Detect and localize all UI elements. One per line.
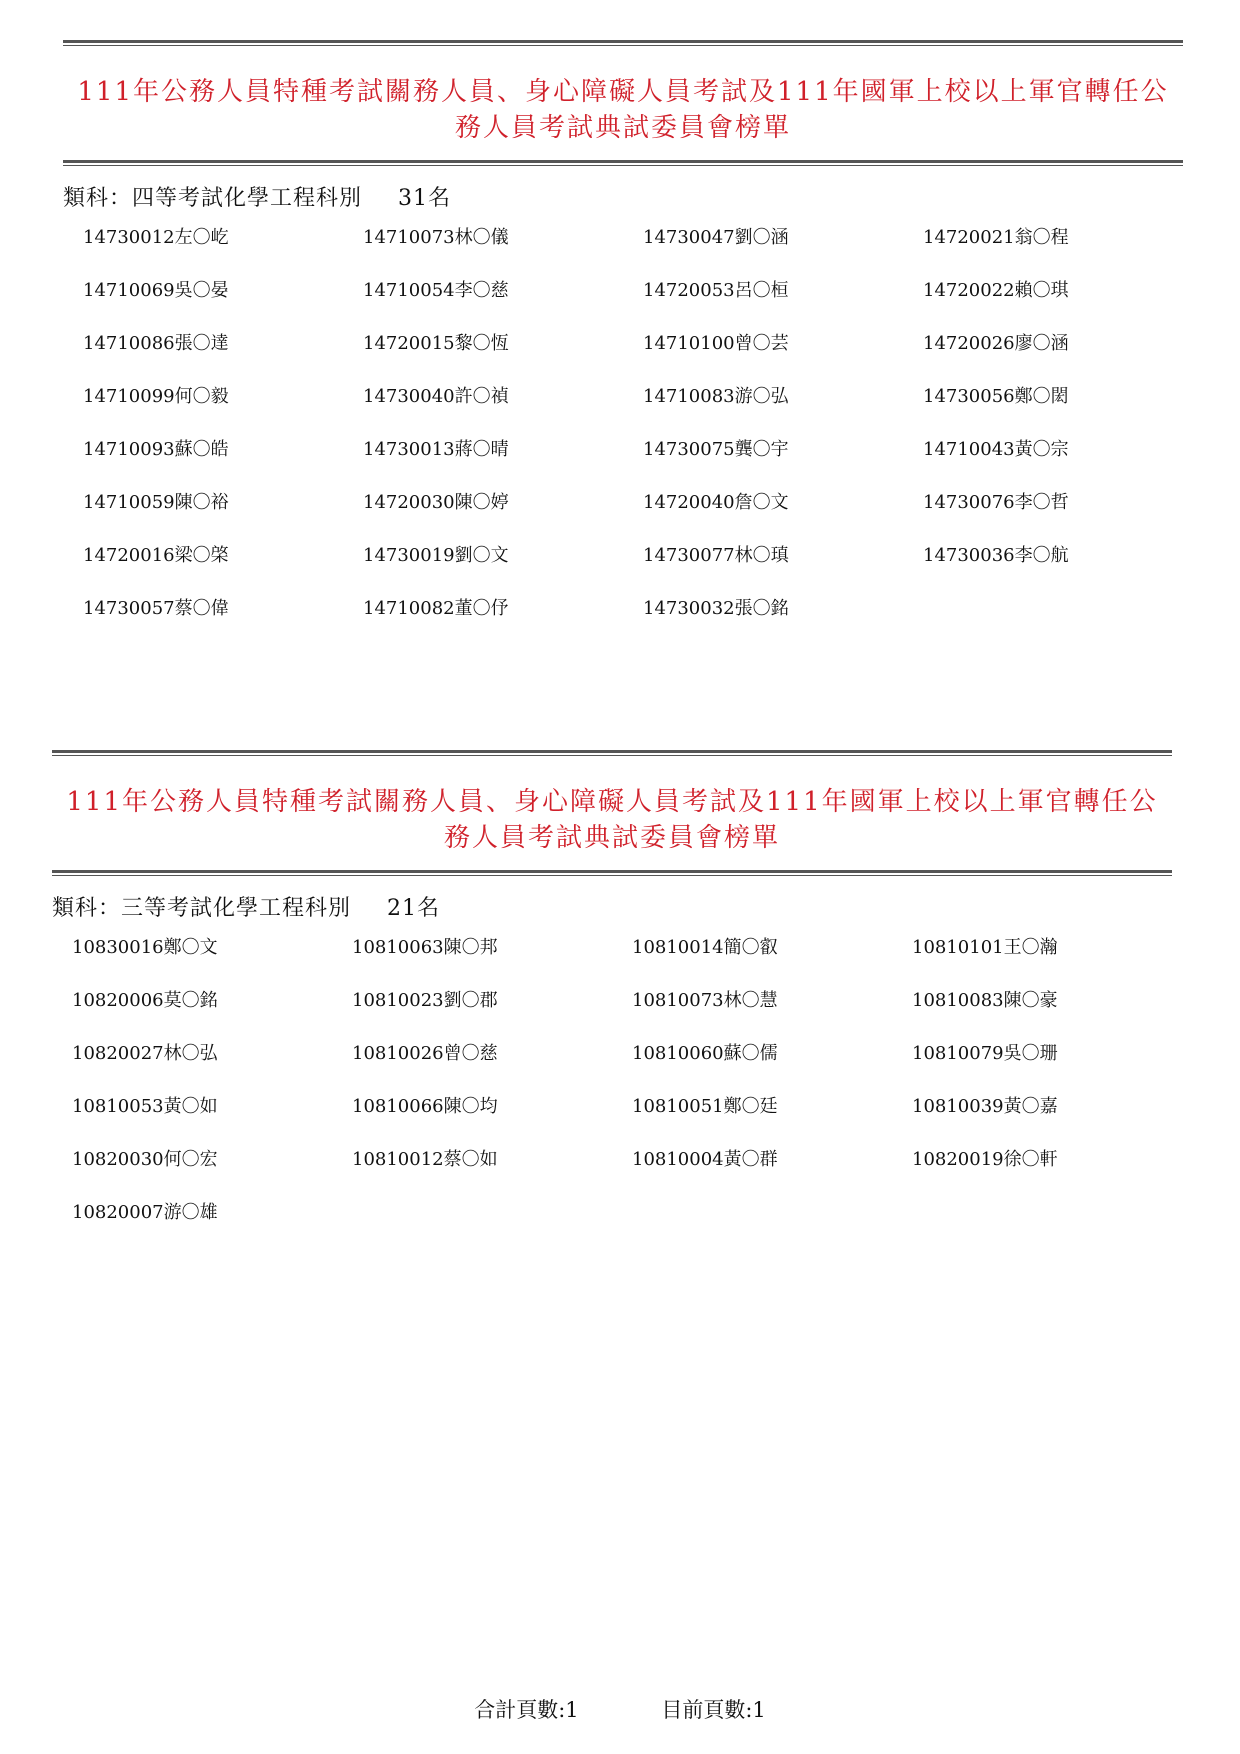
candidate-entry: 14720016梁〇棨: [83, 545, 229, 566]
candidate-entry: 10810079吳〇珊: [912, 1043, 1058, 1064]
candidate-entry: 10810004黃〇群: [632, 1149, 778, 1170]
candidate-entry: 10820027林〇弘: [72, 1043, 218, 1064]
candidate-entry: 14710083游〇弘: [643, 386, 789, 407]
candidate-entry: 10810066陳〇均: [352, 1096, 498, 1117]
bottom-rule: [63, 160, 1183, 166]
name-grid: [83, 226, 1183, 650]
candidate-entry: 14720026廖〇涵: [923, 333, 1069, 354]
candidate-entry: 14730075龔〇宇: [643, 439, 789, 460]
candidate-entry: 14730036李〇航: [923, 545, 1069, 566]
candidate-entry: 14720015黎〇恆: [363, 333, 509, 354]
candidate-entry: 14710073林〇儀: [363, 227, 509, 248]
candidate-entry: 14730040許〇禎: [363, 386, 509, 407]
candidate-entry: 14720022賴〇琪: [923, 280, 1069, 301]
category-line: [52, 894, 1172, 924]
candidate-entry: 14710086張〇達: [83, 333, 229, 354]
candidate-entry: 14710069吳〇晏: [83, 280, 229, 301]
candidate-entry: 10810012蔡〇如: [352, 1149, 498, 1170]
candidate-entry: 14730076李〇哲: [923, 492, 1069, 513]
title-line-2: 務人員考試典試委員會榜單: [454, 113, 791, 143]
bottom-rule: [52, 870, 1172, 876]
candidate-entry: 14710093蘇〇皓: [83, 439, 229, 460]
result-section-grade4: [63, 40, 1183, 650]
candidate-entry: 10830016鄭〇文: [72, 937, 218, 958]
page-footer: [0, 1694, 1240, 1724]
candidate-entry: 14710043黃〇宗: [923, 439, 1069, 460]
candidate-entry: 10810101王〇瀚: [912, 937, 1058, 958]
candidate-entry: 10810023劉〇郡: [352, 990, 498, 1011]
total-pages: 合計頁數:1: [474, 1698, 579, 1722]
candidate-entry: 14720030陳〇婷: [363, 492, 509, 513]
result-section-grade3: [52, 750, 1172, 1254]
candidate-entry: 10810014簡〇叡: [632, 937, 778, 958]
candidate-entry: 14730047劉〇涵: [643, 227, 789, 248]
candidate-entry: 10810083陳〇豪: [912, 990, 1058, 1011]
candidate-entry: 14730032張〇銘: [643, 598, 789, 619]
candidate-entry: 14730057蔡〇偉: [83, 598, 229, 619]
category-count: 21名: [387, 896, 441, 921]
section-title: [52, 784, 1172, 856]
category-label: 類科：四等考試化學工程科別: [63, 186, 363, 211]
candidate-entry: 10810060蘇〇儒: [632, 1043, 778, 1064]
candidate-entry: 14730013蔣〇晴: [363, 439, 509, 460]
category-label: 類科：三等考試化學工程科別: [52, 896, 352, 921]
candidate-entry: 14720021翁〇程: [923, 227, 1069, 248]
candidate-entry: 14730077林〇瑱: [643, 545, 789, 566]
candidate-entry: 14710059陳〇裕: [83, 492, 229, 513]
candidate-entry: 10820006莫〇銘: [72, 990, 218, 1011]
candidate-entry: 14710100曾〇芸: [643, 333, 789, 354]
candidate-entry: 14710054李〇慈: [363, 280, 509, 301]
title-line-1: 111年公務人員特種考試關務人員、身心障礙人員考試及111年國軍上校以上軍官轉任公: [77, 77, 1169, 107]
candidate-entry: 14710099何〇毅: [83, 386, 229, 407]
candidate-entry: 10810051鄭〇廷: [632, 1096, 778, 1117]
candidate-entry: 10810053黃〇如: [72, 1096, 218, 1117]
title-line-2: 務人員考試典試委員會榜單: [443, 823, 780, 853]
category-count: 31名: [398, 186, 452, 211]
top-rule: [63, 40, 1183, 46]
candidate-entry: 14730056鄭〇閎: [923, 386, 1069, 407]
candidate-entry: 10820030何〇宏: [72, 1149, 218, 1170]
candidate-entry: 14720053呂〇桓: [643, 280, 789, 301]
candidate-entry: 14730012左〇屹: [83, 227, 229, 248]
title-line-1: 111年公務人員特種考試關務人員、身心障礙人員考試及111年國軍上校以上軍官轉任公: [66, 787, 1158, 817]
section-title: [63, 74, 1183, 146]
candidate-entry: 14710082董〇伃: [363, 598, 509, 619]
name-grid: [72, 936, 1172, 1254]
current-page: 目前頁數:1: [661, 1698, 766, 1722]
candidate-entry: 10810063陳〇邦: [352, 937, 498, 958]
candidate-entry: 14730019劉〇文: [363, 545, 509, 566]
candidate-entry: 10810039黃〇嘉: [912, 1096, 1058, 1117]
top-rule: [52, 750, 1172, 756]
candidate-entry: 14720040詹〇文: [643, 492, 789, 513]
candidate-entry: 10820007游〇雄: [72, 1202, 218, 1223]
category-line: [63, 184, 1183, 214]
candidate-entry: 10810073林〇慧: [632, 990, 778, 1011]
candidate-entry: 10810026曾〇慈: [352, 1043, 498, 1064]
candidate-entry: 10820019徐〇軒: [912, 1149, 1058, 1170]
